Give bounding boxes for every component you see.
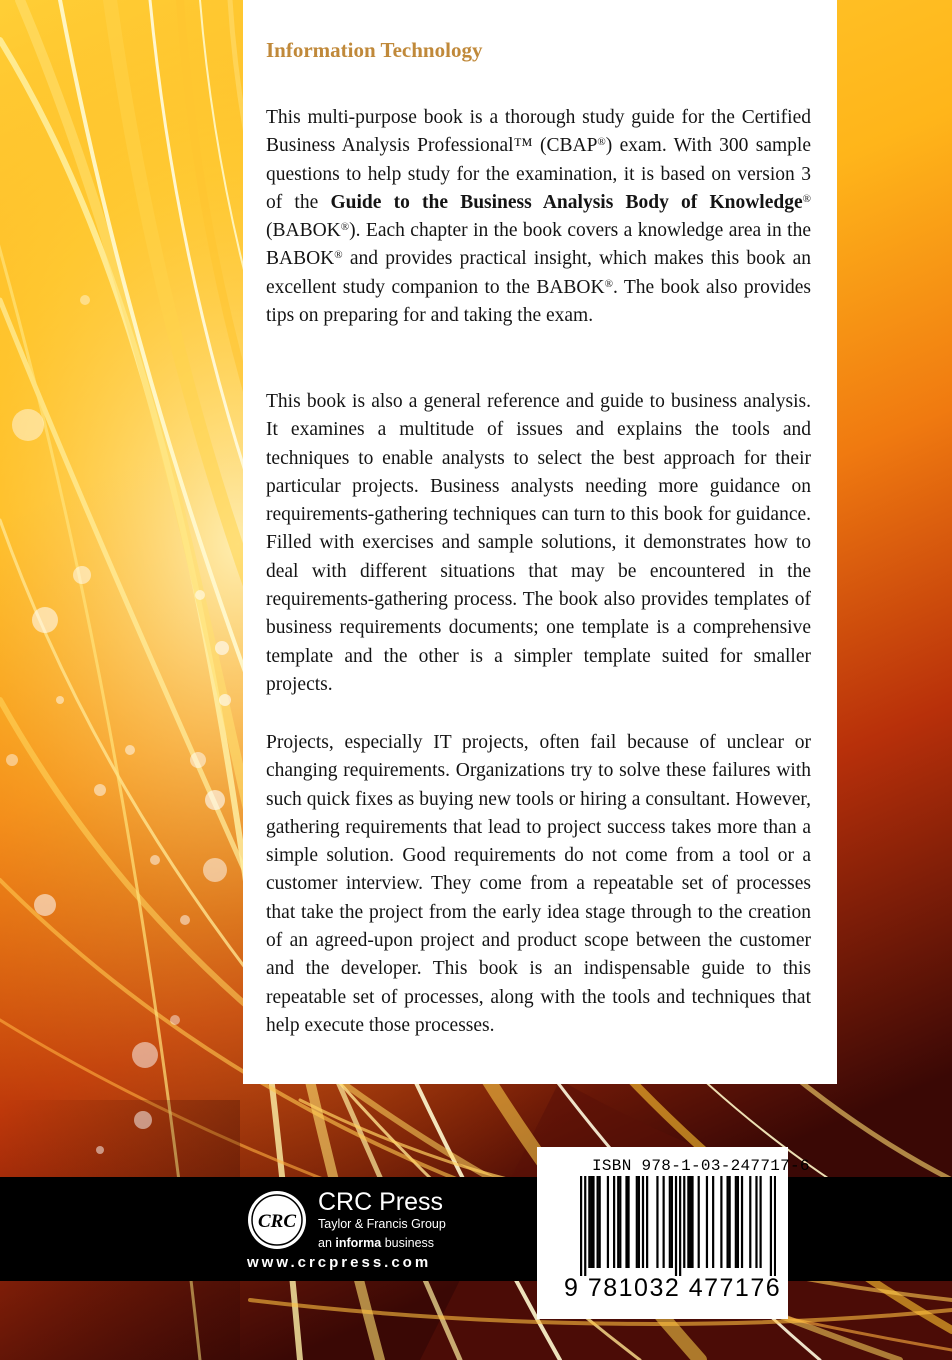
- barcode-bar: [592, 1176, 594, 1268]
- informa-prefix: an: [318, 1236, 336, 1250]
- barcode-bar: [759, 1176, 761, 1268]
- barcode-bar: [625, 1176, 627, 1268]
- registered-mark: ®: [340, 221, 350, 234]
- informa-suffix: business: [381, 1236, 435, 1250]
- barcode-bar: [741, 1176, 743, 1268]
- barcode-bar: [698, 1176, 700, 1268]
- description-paragraph-2: This book is also a general reference and guide to business analysis. It examines a multitude of issues and explains the tools and techniques to enable analysts to select the best approach for their particular projects. Business analysts needing more guidance on requirements-gathering techniques can turn to this book for guidance. Filled with exercises and sample solutions, it demonstrates how to deal with different situations that may be encountered in the requirements-gathering process. The book also provides templates of business requirements documents; one template is a comprehensive template and the other is a simpler template suited for smaller projects.: [266, 391, 811, 695]
- description-paragraph-3: Projects, especially IT projects, often fail because of unclear or changing requirements. Organizations try to solve these failures with such quick fixes as buying new tools or hiring a consultant. However, gathering requirements that lead to project success takes more than a simple solution. Good requirements do not come from a tool or a customer interview. They come from a repeatable set of processes that take the project from the early idea stage through to the creation of an agreed-upon project and product scope between the customer and the developer. This book is an indispensable guide to this repeatable set of processes, along with the tools and techniques that help execute those processes.: [266, 732, 811, 1036]
- description-paragraph-1: [266, 104, 811, 330]
- p1-text-f: . The book also provides tips on preparing for and taking the exam.: [266, 276, 812, 327]
- p1-text-e: and provides practical insight, which makes this book an excellent study companion to the BABOK: [266, 248, 811, 298]
- barcode-bar: [770, 1176, 772, 1276]
- barcode-bar: [706, 1176, 708, 1268]
- barcode-bar: [590, 1176, 592, 1268]
- barcode-bar: [729, 1176, 731, 1268]
- p1-text-a: This multi-purpose book is a thorough study guide for the Certified Business Analysis Professional™ (CBAP: [266, 107, 811, 157]
- barcode-bar: [663, 1176, 665, 1268]
- barcode-bar: [580, 1176, 582, 1276]
- barcode-bar: [749, 1176, 751, 1268]
- barcode-bar: [737, 1176, 739, 1268]
- barcode-bar: [720, 1176, 722, 1268]
- barcode-bar: [597, 1176, 599, 1268]
- barcode-bar: [638, 1176, 640, 1268]
- barcode-bar: [683, 1176, 685, 1268]
- barcode-bar: [627, 1176, 629, 1268]
- barcode-bar: [726, 1176, 728, 1268]
- publisher-name: CRC Press: [318, 1188, 444, 1216]
- barcode-bar: [675, 1176, 677, 1276]
- informa-word: informa: [335, 1236, 382, 1250]
- isbn-label: ISBN 978-1-03-247717-6: [592, 1157, 810, 1175]
- barcode-bar: [774, 1176, 776, 1276]
- barcode-bar: [619, 1176, 621, 1268]
- publisher-group: Taylor & Francis Group: [318, 1217, 446, 1231]
- barcode-bar: [669, 1176, 671, 1268]
- barcode-bar: [689, 1176, 691, 1268]
- barcode-bar: [735, 1176, 737, 1268]
- barcode-bar: [607, 1176, 609, 1268]
- barcode-bar: [691, 1176, 693, 1268]
- barcode-bars: [580, 1176, 776, 1276]
- barcode-bar: [613, 1176, 615, 1268]
- barcode-bar: [584, 1176, 586, 1276]
- registered-mark: ®: [604, 277, 613, 290]
- crc-logo-icon: [247, 1190, 307, 1250]
- barcode-bar: [687, 1176, 689, 1268]
- p1-text-c: (BABOK: [266, 220, 341, 242]
- barcode-bar: [599, 1176, 601, 1268]
- crc-logo-text: CRC: [257, 1211, 297, 1232]
- registered-mark: ®: [334, 249, 343, 262]
- category-label: Information Technology: [266, 38, 483, 62]
- barcode-bar: [755, 1176, 757, 1268]
- barcode-bar: [588, 1176, 590, 1268]
- barcode-bar: [679, 1176, 681, 1276]
- p1-text-b: ) exam. With 300 sample questions to help study for the examination, it is based on version 3 of the: [266, 135, 811, 213]
- registered-mark: ®: [597, 136, 606, 149]
- publisher-url: www.crcpress.com: [247, 1254, 432, 1271]
- isbn-digits: 9 781032 477176: [564, 1274, 782, 1302]
- barcode-bar: [656, 1176, 658, 1268]
- publisher-informa: [318, 1236, 434, 1250]
- barcode-bar: [636, 1176, 638, 1268]
- registered-mark: ®: [802, 192, 811, 205]
- barcode-bar: [712, 1176, 714, 1268]
- publisher-band: [0, 1177, 952, 1281]
- barcode-bar: [617, 1176, 619, 1268]
- p1-text-d: ). Each chapter in the book covers a knowledge area in the BABOK: [266, 220, 811, 270]
- barcode-bar: [642, 1176, 644, 1268]
- barcode-bar: [646, 1176, 648, 1268]
- barcode-bar: [671, 1176, 673, 1268]
- babok-title: Guide to the Business Analysis Body of Knowledge: [330, 191, 803, 213]
